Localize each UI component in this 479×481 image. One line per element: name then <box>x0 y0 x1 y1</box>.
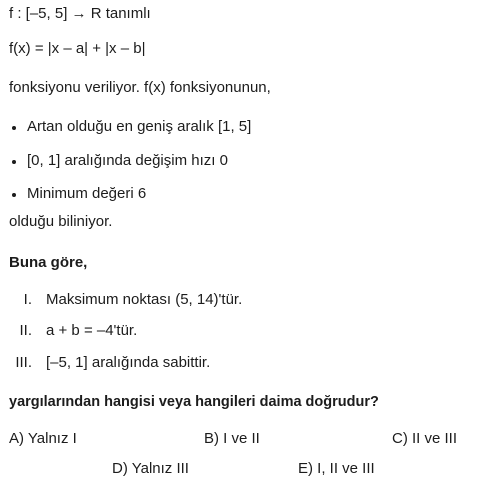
given-item: Minimum değeri 6 <box>27 185 147 202</box>
domain-line: f : [–5, 5] → R tanımlı <box>9 5 151 22</box>
statement-numeral: I. <box>23 291 32 308</box>
bullet-icon <box>12 193 16 197</box>
function-line: f(x) = |x – a| + |x – b| <box>9 40 146 57</box>
bullet-icon <box>12 126 16 130</box>
statement-numeral: II. <box>19 322 32 339</box>
statement-text: Maksimum noktası (5, 14)'tür. <box>46 291 243 308</box>
known-text: olduğu biliniyor. <box>9 213 113 230</box>
option-e[interactable]: E) I, II ve III <box>298 460 375 477</box>
given-item: Artan olduğu en geniş aralık [1, 5] <box>27 118 252 135</box>
intro-text: fonksiyonu veriliyor. f(x) fonksiyonunun, <box>9 79 271 96</box>
statement-numeral: III. <box>15 354 32 371</box>
option-d[interactable]: D) Yalnız III <box>112 460 189 477</box>
statement-text: [–5, 1] aralığında sabittir. <box>46 354 211 371</box>
given-item: [0, 1] aralığında değişim hızı 0 <box>27 152 228 169</box>
statement-text: a + b = –4'tür. <box>46 322 138 339</box>
option-a[interactable]: A) Yalnız I <box>9 430 77 447</box>
question-prompt: yargılarından hangisi veya hangileri daima doğrudur? <box>9 394 379 410</box>
option-b[interactable]: B) I ve II <box>204 430 260 447</box>
accordingly-heading: Buna göre, <box>9 254 88 271</box>
bullet-icon <box>12 160 16 164</box>
option-c[interactable]: C) II ve III <box>392 430 458 447</box>
